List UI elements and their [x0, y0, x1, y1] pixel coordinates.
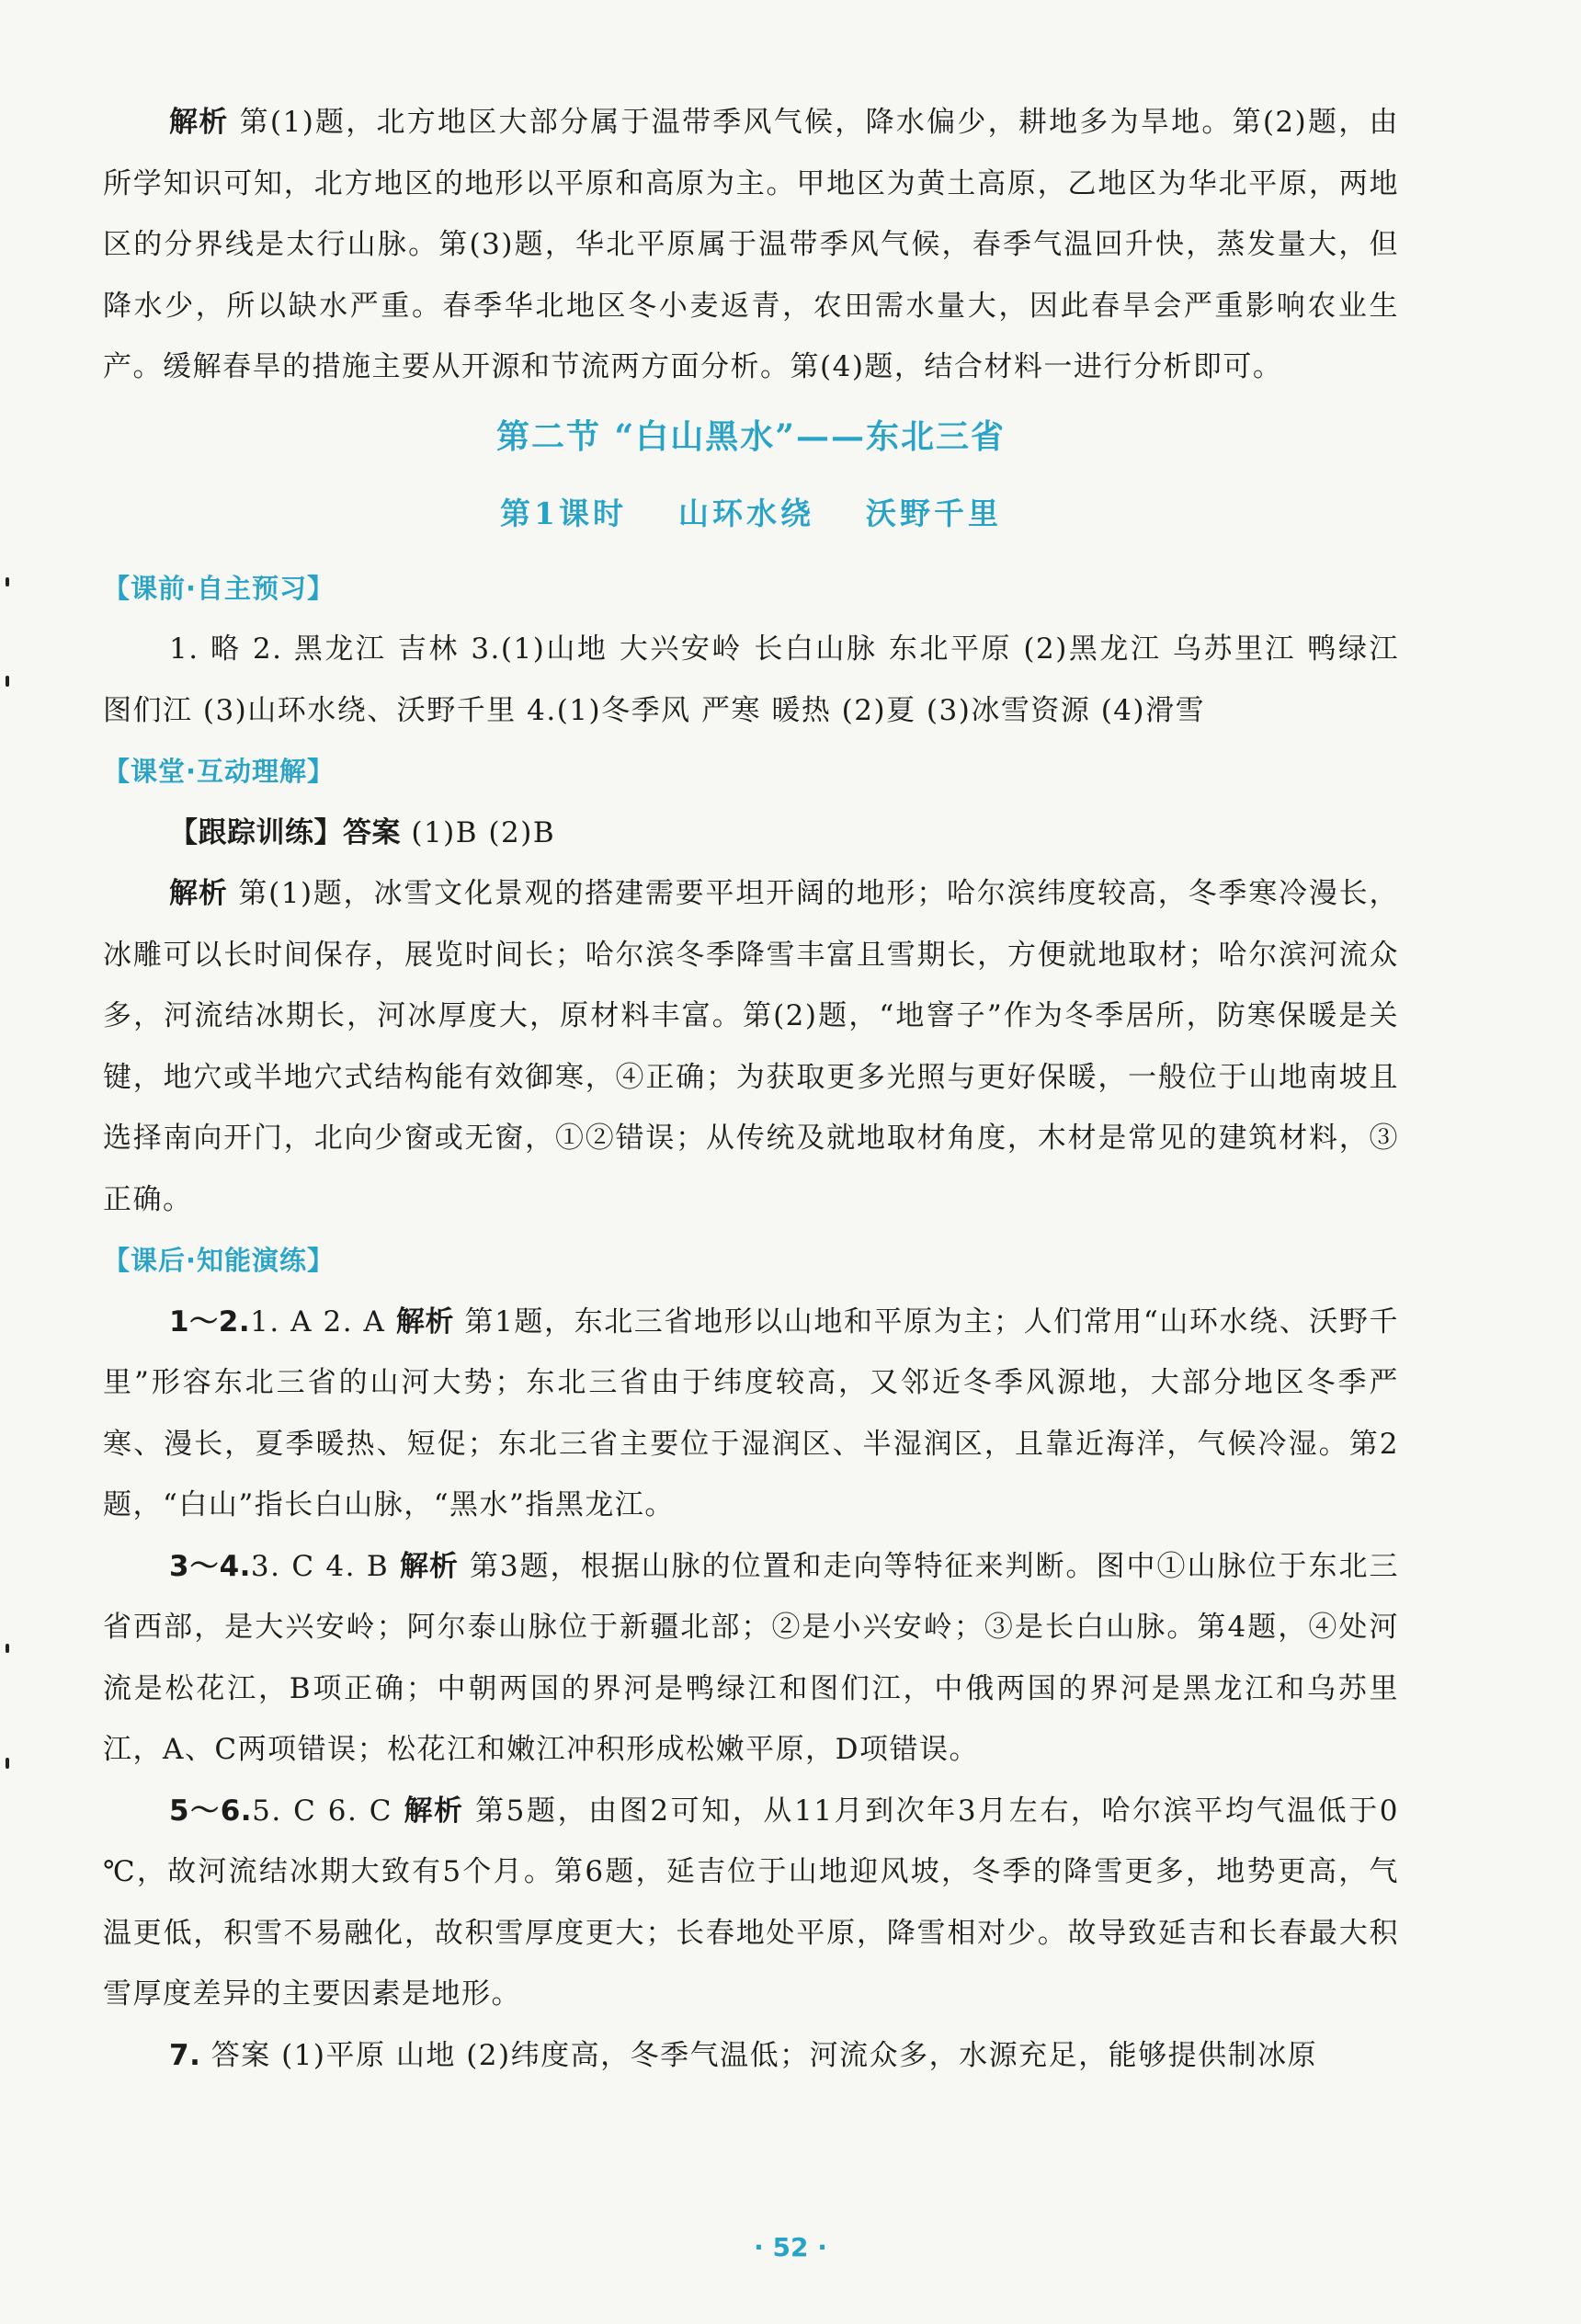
section-header-after: 【课后·知能演练】 [103, 1245, 336, 1276]
analysis-keyword: 解析 [169, 877, 228, 910]
item-3-4 [103, 1536, 1399, 1781]
margin-mark [6, 577, 9, 587]
lesson-phrase-2: 沃野千里 [865, 495, 1002, 531]
analysis-keyword: 解析 [395, 1304, 455, 1339]
analysis-keyword: 解析 [400, 1549, 459, 1583]
item-answers: 3. C 4. B [250, 1549, 390, 1583]
margin-mark [6, 1644, 9, 1653]
section-header-preview: 【课前·自主预习】 [103, 572, 336, 604]
margin-mark [6, 676, 9, 687]
item-analysis: 解析 第5题，由图2可知，从11月到次年3月左右，哈尔滨平均气温低于0 ℃，故河流结冰期大致有5个月。第6题，延吉位于山地迎风坡，冬季的降雪更多，地势更高，气温更低，积雪不易融化，故积雪厚度更大；长春地处平原，降雪相对少。故导致延吉和长春最大积雪厚度差异的主要因素是地形。 [103, 1794, 1400, 2011]
tracking-label: 【跟踪训练】答案 [169, 815, 401, 849]
page-number: · 52 · [754, 2232, 827, 2262]
tracking-analysis: 解析 第(1)题，冰雪文化景观的搭建需要平坦开阔的地形；哈尔滨纬度较高，冬季寒冷漫长，冰雕可以长时间保存，展览时间长；哈尔滨冬季降雪丰富且雪期长，方便就地取材；哈尔滨河流众多，河流结冰期长，河冰厚度大，原材料丰富。第(2)题，“地窨子”作为冬季居所，防寒保暖是关键，地穴或半地穴式结构能有效御寒，④正确；为获取更多光照与更好保暖，一般位于山地南坡且选择南向开门，北向少窗或无窗，①②错误；从传统及就地取材角度，木材是常见的建筑材料，③正确。 [103, 877, 1399, 1216]
item-5-6 [103, 1781, 1399, 2025]
item-answers: 答案 (1)平原 山地 (2)纬度高，冬季气温低；河流众多，水源充足，能够提供制冰原 [210, 2038, 1318, 2072]
item-label: 7. [169, 2038, 201, 2072]
analysis-keyword: 解析 [169, 106, 229, 139]
tracking-answer-value: (1)B (2)B [411, 815, 556, 849]
intro-analysis-paragraph: 解析 第(1)题，北方地区大部分属于温带季风气候，降水偏少，耕地多为旱地。第(2)题，由所学知识可知，北方地区的地形以平原和高原为主。甲地区为黄土高原，乙地区为华北平原，两地区的分界线是太行山脉。第(3)题，华北平原属于温带季风气候，春季气温回升快，蒸发量大，但降水少，所以缺水严重。春季华北地区冬小麦返青，农田需水量大，因此春旱会严重影响农业生产。缓解春旱的措施主要从开源和节流两方面分析。第(4)题，结合材料一进行分析即可。 [103, 106, 1399, 383]
item-label: 1～2. [169, 1304, 251, 1339]
item-label: 3～4. [169, 1549, 251, 1583]
item-1-2 [103, 1292, 1399, 1536]
analysis-keyword: 解析 [404, 1794, 464, 1828]
item-analysis: 解析 第1题，东北三省地形以山地和平原为主；人们常用“山环水绕、沃野千里”形容东北三省的山河大势；东北三省由于纬度较高，又邻近冬季风源地，大部分地区冬季严寒、漫长，夏季暖热、短促；东北三省主要位于湿润区、半湿润区，且靠近海洋，气候冷湿。第2题，“白山”指长白山脉，“黑水”指黑龙江。 [103, 1304, 1400, 1521]
page-content [103, 92, 1399, 2086]
lesson-title [103, 496, 1399, 532]
section-title: 第二节 “白山黑水”——东北三省 [496, 416, 1006, 456]
item-label: 5～6. [169, 1794, 253, 1828]
lesson-phrase-1: 山环水绕 [677, 495, 814, 531]
item-analysis: 解析 第3题，根据山脉的位置和走向等特征来判断。图中①山脉位于东北三省西部，是大兴安岭；阿尔泰山脉位于新疆北部；②是小兴安岭；③是长白山脉。第4题，④处河流是松花江，B项正确；中朝两国的界河是鸭绿江和图们江，中俄两国的界河是黑龙江和乌苏里江，A、C两项错误；松花江和嫩江冲积形成松嫩平原，D项错误。 [103, 1549, 1400, 1766]
margin-mark [6, 1758, 9, 1769]
item-answers: 1. A 2. A [250, 1304, 386, 1339]
preview-answers: 1. 略 2. 黑龙江 吉林 3.(1)山地 大兴安岭 长白山脉 东北平原 (2)黑龙江 乌苏里江 鸭绿江 图们江 (3)山环水绕、沃野千里 4.(1)冬季风 严寒 暖热 (2)夏 (3)冰雪资源 (4)滑雪 [103, 632, 1399, 727]
lesson-number: 第1课时 [500, 495, 627, 531]
tracking-answer [103, 803, 1399, 864]
item-answers: 5. C 6. C [252, 1794, 393, 1828]
section-header-classroom: 【课堂·互动理解】 [103, 756, 336, 787]
item-7 [103, 2025, 1399, 2087]
